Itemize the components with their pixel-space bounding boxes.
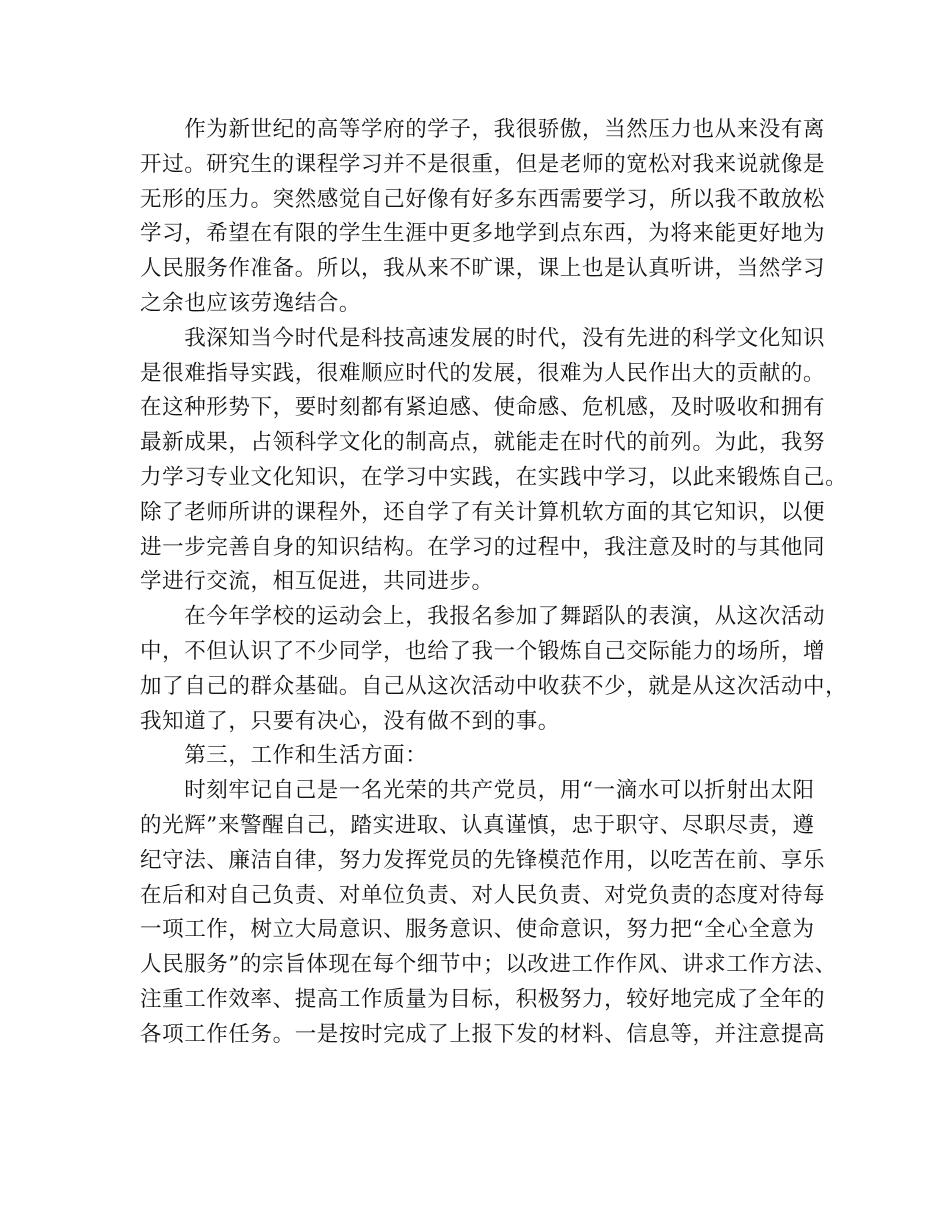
text-line: 加了自己的群众基础。自己从这次活动中收获不少，就是从这次活动中， xyxy=(140,673,848,699)
text-line: 在这种形势下，要时刻都有紧迫感、使命感、危机感，及时吸收和拥有 xyxy=(140,395,826,421)
text-line: 无形的压力。突然感觉自己好像有好多东西需要学习，所以我不敢放松 xyxy=(140,186,826,212)
body-text xyxy=(140,113,848,1053)
text-line: 学习，希望在有限的学生生涯中更多地学到点东西，为将来能更好地为 xyxy=(140,221,826,247)
text-line: 注重工作效率、提高工作质量为目标，积极努力，较好地完成了全年的 xyxy=(140,986,826,1012)
text-line: 作为新世纪的高等学府的学子，我很骄傲，当然压力也从来没有离 xyxy=(140,117,826,142)
text-line: 在后和对自己负责、对单位负责、对人民负责、对党负责的态度对待每 xyxy=(140,882,826,908)
text-line: 时刻牢记自己是一名光荣的共产党员，用“一滴水可以折射出太阳 xyxy=(140,778,815,804)
text-line: 在今年学校的运动会上，我报名参加了舞蹈队的表演，从这次活动 xyxy=(140,604,826,630)
text-line: 最新成果，占领科学文化的制高点，就能走在时代的前列。为此，我努 xyxy=(140,430,826,456)
text-line: 我深知当今时代是科技高速发展的时代，没有先进的科学文化知识 xyxy=(140,325,826,351)
text-line: 是很难指导实践，很难顺应时代的发展，很难为人民作出大的贡献的。 xyxy=(140,360,826,386)
text-line: 一项工作，树立大局意识、服务意识、使命意识，努力把“全心全意为 xyxy=(140,917,815,943)
section-heading: 第三，工作和生活方面： xyxy=(140,743,428,769)
text-line: 人民服务作准备。所以，我从来不旷课，课上也是认真听讲，当然学习 xyxy=(140,256,826,282)
text-line: 人民服务”的宗旨体现在每个细节中；以改进工作作风、讲求工作方法、 xyxy=(140,952,837,978)
text-line: 除了老师所讲的课程外，还自学了有关计算机软方面的其它知识，以便 xyxy=(140,499,826,525)
text-line: 学进行交流，相互促进，共同进步。 xyxy=(140,569,494,595)
text-line: 各项工作任务。一是按时完成了上报下发的材料、信息等，并注意提高 xyxy=(140,1021,826,1047)
text-line: 之余也应该劳逸结合。 xyxy=(140,290,362,316)
text-line: 的光辉”来警醒自己，踏实进取、认真谨慎，忠于职守、尽职尽责，遵 xyxy=(140,812,815,838)
text-line: 开过。研究生的课程学习并不是很重，但是老师的宽松对我来说就像是 xyxy=(140,151,826,177)
text-line: 力学习专业文化知识，在学习中实践，在实践中学习，以此来锻炼自己。 xyxy=(140,464,848,490)
text-line: 中，不但认识了不少同学，也给了我一个锻炼自己交际能力的场所，增 xyxy=(140,638,826,664)
text-line: 我知道了，只要有决心，没有做不到的事。 xyxy=(140,708,560,734)
text-line: 进一步完善自身的知识结构。在学习的过程中，我注意及时的与其他同 xyxy=(140,534,826,560)
text-line: 纪守法、廉洁自律，努力发挥党员的先锋模范作用，以吃苦在前、享乐 xyxy=(140,847,826,873)
